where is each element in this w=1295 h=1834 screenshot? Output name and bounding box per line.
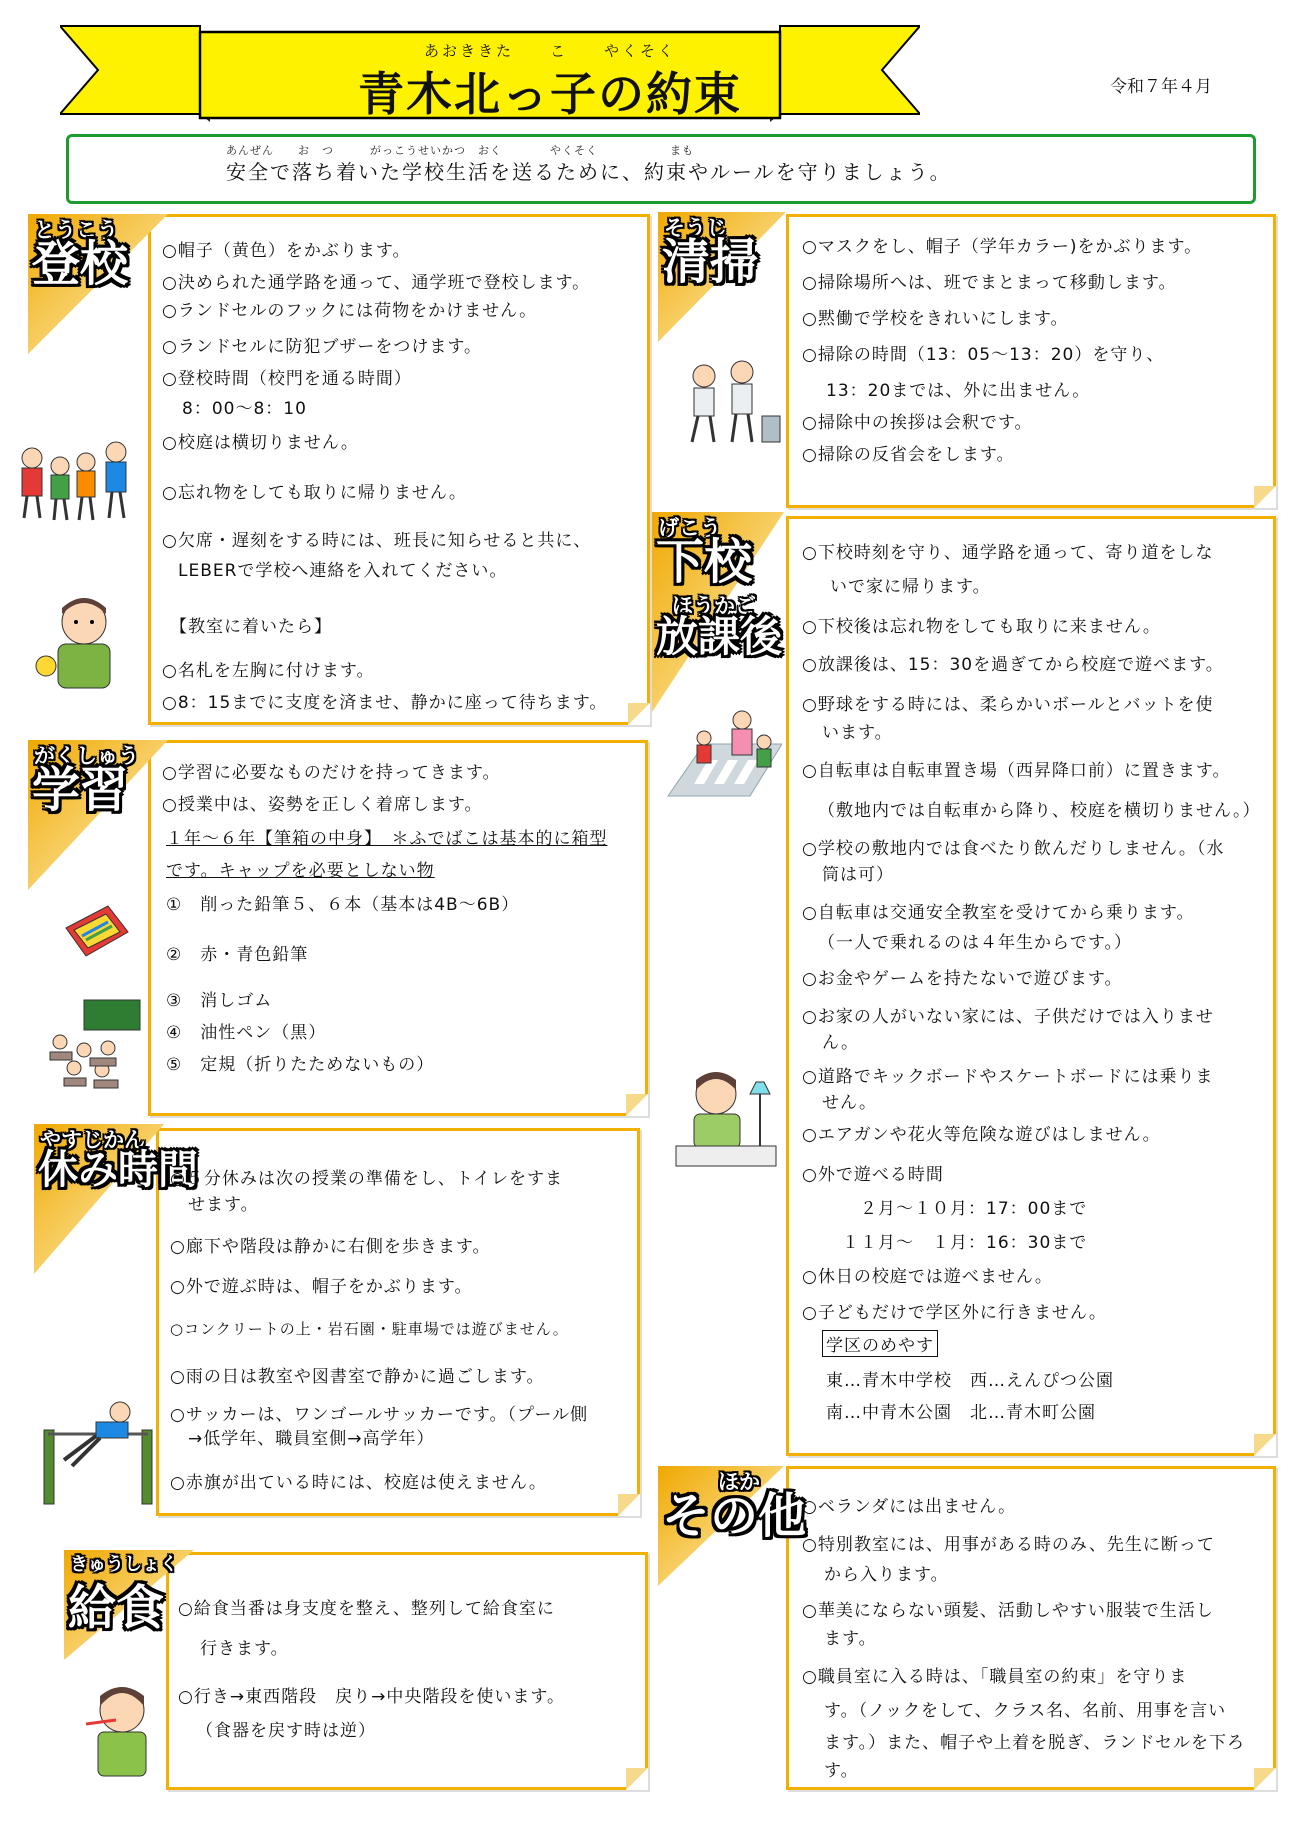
kyushoku-line: （食器を戻す時は逆） — [196, 1721, 376, 1741]
crosswalk-illustration — [664, 704, 782, 800]
gekou-line: ○下校時刻を守り、通学路を通って、寄り道をしな — [802, 543, 1214, 563]
gekou-line: いで家に帰ります。 — [830, 577, 991, 597]
gekou-line: ○お家の人がいない家には、子供だけでは入りませ — [802, 1007, 1214, 1027]
tokou-line: ○欠席・遅刻をする時には、班長に知らせると共に、 — [162, 531, 592, 551]
gekou-line: ２月～１０月：17：00まで — [860, 1199, 1088, 1219]
gekou-line: （一人で乗れるのは４年生からです。） — [818, 933, 1132, 953]
kyushoku-line: ○給食当番は身支度を整え、整列して給食室に — [178, 1599, 555, 1619]
gakushu-line: です。キャップを必要としない物 — [166, 861, 435, 881]
yasumi-line: →低学年、職員室側→高学年） — [188, 1429, 435, 1449]
gekou-line: ○道路でキックボードやスケートボードには乗りま — [802, 1067, 1214, 1087]
gekou-line: 筒は可） — [822, 865, 894, 885]
gakushu-line: ○授業中は、姿勢を正しく着席します。 — [162, 795, 483, 815]
pencil-case-illustration — [62, 902, 132, 962]
souji-line: ○掃除の時間（13：05～13：20）を守り、 — [802, 345, 1165, 365]
sonota-line: ○ベランダには出ません。 — [802, 1497, 1017, 1517]
sonota-line: ます。 — [824, 1629, 877, 1649]
yasumi-line: ○コンクリートの上・岩石園・駐車場では遊びません。 — [170, 1320, 569, 1338]
gekou-line: ○学校の敷地内では食べたり飲んだりしません。（水 — [802, 839, 1225, 859]
gekou-line: ○野球をする時には、柔らかいボールとバットを使 — [802, 695, 1214, 715]
gekou-line: ○外で遊べる時間 — [802, 1165, 944, 1185]
gekou-line: （敷地内では自転車から降り、校庭を横切りません。） — [818, 801, 1261, 821]
title-ruby: あおききた こ やくそく — [423, 42, 676, 60]
tokou-line: ○名札を左胸に付けます。 — [162, 661, 375, 681]
sonota-line: す。（ノックをして、クラス名、名前、用事を言い — [824, 1701, 1227, 1721]
tokou-line: 8：00～8：10 — [182, 399, 307, 419]
tokou-line: ○帽子（黄色）をかぶります。 — [162, 241, 411, 261]
gekou-line: 南…中青木公園 北…青木町公園 — [826, 1403, 1096, 1423]
sonota-line: す。 — [824, 1761, 859, 1781]
tokou-line: ○ランドセルに防犯ブザーをつけます。 — [162, 337, 482, 357]
issue-date: 令和７年４月 — [1110, 77, 1212, 97]
kyushoku-line: 行きます。 — [200, 1639, 289, 1659]
kyushoku-line: ○行き→東西階段 戻り→中央階段を使います。 — [178, 1687, 565, 1707]
gekou-line: ○自転車は交通安全教室を受けてから乗ります。 — [802, 903, 1195, 923]
tokou-line: ○校庭は横切りません。 — [162, 433, 359, 453]
child-brushing-teeth-illustration — [82, 1680, 162, 1780]
tokou-line: 【教室に着いたら】 — [170, 617, 332, 637]
souji-line: ○掃除の反省会をします。 — [802, 445, 1015, 465]
sonota-line: から入ります。 — [824, 1565, 949, 1585]
gakushu-line: ④ 油性ペン（黒） — [166, 1023, 327, 1043]
classroom-illustration — [44, 998, 144, 1092]
tokou-line: ○忘れ物をしても取りに帰りません。 — [162, 483, 467, 503]
gekou-line: ○自転車は自転車置き場（西昇降口前）に置きます。 — [802, 761, 1231, 781]
child-studying-illustration — [670, 1064, 782, 1174]
yasumi-line: ○外で遊ぶ時は、帽子をかぶります。 — [170, 1277, 473, 1297]
gakushu-line: ① 削った鉛筆５、６本（基本は4B～6B） — [166, 895, 520, 915]
tokou-line: ○登校時間（校門を通る時間） — [162, 369, 412, 389]
souji-line: 13：20までは、外に出ません。 — [826, 381, 1091, 401]
gakushu-line: ○学習に必要なものだけを持ってきます。 — [162, 763, 501, 783]
yasumi-line: ○廊下や階段は静かに右側を歩きます。 — [170, 1237, 491, 1257]
children-cleaning-illustration — [678, 356, 784, 452]
tokou-line: ○ランドセルのフックには荷物をかけません。 — [162, 301, 538, 321]
tokou-line: ○8：15までに支度を済ませ、静かに座って待ちます。 — [162, 693, 608, 713]
gekou-line: ○お金やゲームを持たないで遊びます。 — [802, 969, 1123, 989]
intro-text: 安全で落ち着いた学校生活を送るために、約束やルールを守りましょう。 — [226, 160, 952, 184]
gekou-line: います。 — [822, 723, 893, 743]
gekou-line: ○エアガンや花火等危険な遊びはしません。 — [802, 1125, 1161, 1145]
children-walking-illustration — [12, 436, 142, 526]
gekou-line: 東…青木中学校 西…えんぴつ公園 — [826, 1371, 1114, 1391]
yasumi-line: せます。 — [188, 1195, 259, 1215]
gekou-line: ○放課後は、15：30を過ぎてから校庭で遊べます。 — [802, 655, 1224, 675]
gekou-line: １１月～ １月：16：30まで — [842, 1233, 1088, 1253]
intro-ruby: あんぜん お つ がっこうせいかつ おく やくそく まも — [226, 144, 694, 157]
gekou-line: ○下校後は忘れ物をしても取りに来ません。 — [802, 617, 1161, 637]
sonota-line: ○特別教室には、用事がある時のみ、先生に断って — [802, 1535, 1215, 1555]
gakushu-line: １年～６年【筆箱の中身】 ＊ふでばこは基本的に箱型 — [166, 829, 608, 849]
gekou-line: せん。 — [822, 1093, 878, 1113]
souji-line: ○掃除場所へは、班でまとまって移動します。 — [802, 273, 1177, 293]
child-with-buzzer-illustration — [28, 592, 128, 692]
yasumi-line: ○５分休みは次の授業の準備をし、トイレをすま — [170, 1169, 563, 1189]
gekou-line: ○休日の校庭では遊べません。 — [802, 1267, 1053, 1287]
gakushu-line: ③ 消しゴム — [166, 991, 273, 1011]
yasumi-line: ○赤旗が出ている時には、校庭は使えません。 — [170, 1473, 547, 1493]
gakushu-line: ② 赤・青色鉛筆 — [166, 945, 309, 965]
gakushu-line: ⑤ 定規（折りたためないもの） — [166, 1055, 435, 1075]
sonota-line: ます。）また、帽子や上着を脱ぎ、ランドセルを下ろ — [824, 1733, 1245, 1753]
school-district-heading: 学区のめやす — [822, 1330, 938, 1357]
souji-line: ○黙働で学校をきれいにします。 — [802, 309, 1069, 329]
sonota-line: ○華美にならない頭髪、活動しやすい服装で生活し — [802, 1601, 1214, 1621]
yasumi-line: ○サッカーは、ワンゴールサッカーです。（プール側 — [170, 1405, 589, 1425]
sonota-line: ○職員室に入る時は、「職員室の約束」を守りま — [802, 1667, 1188, 1687]
tokou-line: ○決められた通学路を通って、通学班で登校します。 — [162, 273, 591, 293]
page-title: 青木北っ子の約束 — [358, 67, 742, 121]
souji-line: ○掃除中の挨拶は会釈です。 — [802, 413, 1033, 433]
gekou-line: ○子どもだけで学区外に行きません。 — [802, 1303, 1107, 1323]
tokou-line: LEBERで学校へ連絡を入れてください。 — [178, 561, 508, 581]
section-kyushoku — [166, 1552, 648, 1790]
souji-line: ○マスクをし、帽子（学年カラー)をかぶります。 — [802, 237, 1203, 257]
yasumi-line: ○雨の日は教室や図書室で静かに過ごします。 — [170, 1367, 545, 1387]
child-on-bar-illustration — [38, 1390, 158, 1506]
gekou-line: ん。 — [822, 1033, 860, 1053]
